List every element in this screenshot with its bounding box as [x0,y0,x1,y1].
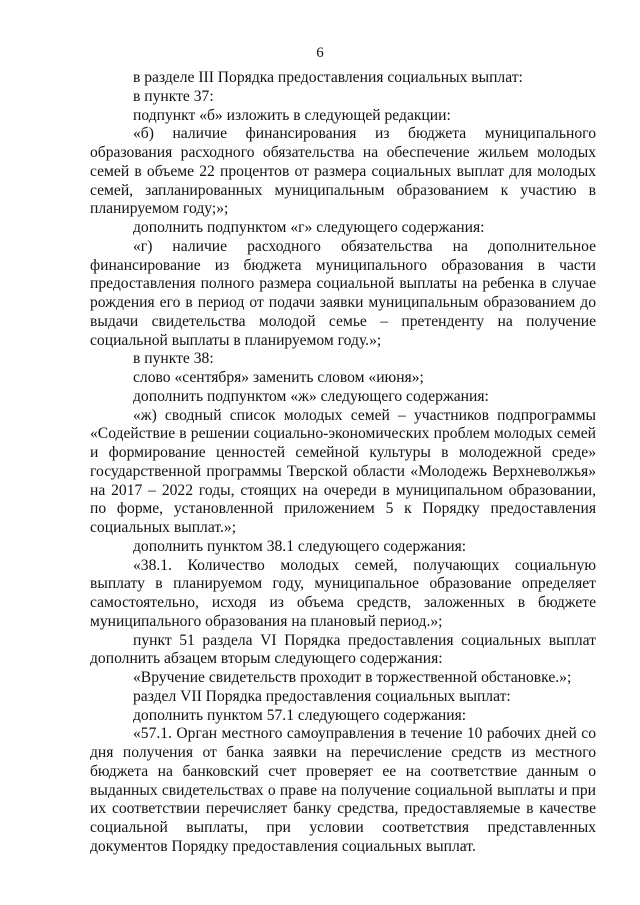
paragraph-section-3-intro: в разделе III Порядка предоставления социальных выплат: [133,69,523,86]
paragraph-item-38-1-intro: дополнить пунктом 38.1 следующего содержания: [133,537,467,555]
paragraph-subitem-g-intro: дополнить подпунктом «г» следующего содержания: [133,219,485,236]
paragraph-item-51: пункт 51 раздела VI Порядка предоставления социальных выплат дополнить абзацем вторым следующего содержания: [90,631,596,668]
paragraph-item-38: в пункте 38: [133,350,214,368]
paragraph-subitem-zh-text: «ж) сводный список молодых семей – участников подпрограммы «Содействие в решении социально-экономических проблем молодых семей и формирование ценностей семейной культуры в молодежной среде» государственной программы Тверской области «Молодежь Верхневолжья» на 2017 – 2022 годы, стоящих на очереди в муниципальном образовании, по форме, установленной приложением 5 к Порядку предоставления социальных выплат.»; [90,406,596,536]
page-number: 6 [316,45,324,61]
paragraph-subitem-b-text: «б) наличие финансирования из бюджета муниципального образования расходного обязательства на обеспечение жильем молодых семей в объеме 22 процентов от размера социальных выплат для молодых семей, запланированных муниципальным образованием к участию в планируемом году;»; [90,125,596,218]
paragraph-certificate-ceremony: «Вручение свидетельств проходит в торжественной обстановке.»; [133,669,572,686]
paragraph-subitem-b-intro: подпункт «б» изложить в следующей редакции: [133,106,451,124]
document-body [90,69,596,857]
paragraph-item-57-1-text: «57.1. Орган местного самоуправления в течение 10 рабочих дней со дня получения от банка заявки на перечисление средств из местного бюджета на банковский счет проверяет ее на соответствие данным о выданных свидетельствах о праве на получение социальной выплаты и при их соответствии перечисляет банку средства, предоставляемые в качестве социальной выплаты, при условии соответствия представленных документов Порядку предоставления социальных выплат. [90,725,596,855]
paragraph-subitem-zh-intro: дополнить подпунктом «ж» следующего содержания: [133,387,489,405]
paragraph-subitem-g-text: «г) наличие расходного обязательства на дополнительное финансирование из бюджета муниципального образования в части предоставления полного размера социальной выплаты на ребенка в случае рождения его в период от подачи заявки муниципальным образованием до выдачи свидетельства молодой семье – претенденту на получение социальной выплаты в планируемом году.»; [90,237,596,349]
paragraph-item-37: в пункте 37: [133,87,214,105]
paragraph-section-7: раздел VII Порядка предоставления социальных выплат: [133,687,511,705]
paragraph-word-replace: слово «сентября» заменить словом «июня»; [133,369,424,386]
paragraph-item-38-1-text: «38.1. Количество молодых семей, получающих социальную выплату в планируемом году, муниципальное образование определяет самостоятельно, исходя из объема средств, заложенных в бюджете муниципального образования на плановый период.»; [90,556,596,630]
paragraph-item-57-1-intro: дополнить пунктом 57.1 следующего содержания: [133,706,467,724]
